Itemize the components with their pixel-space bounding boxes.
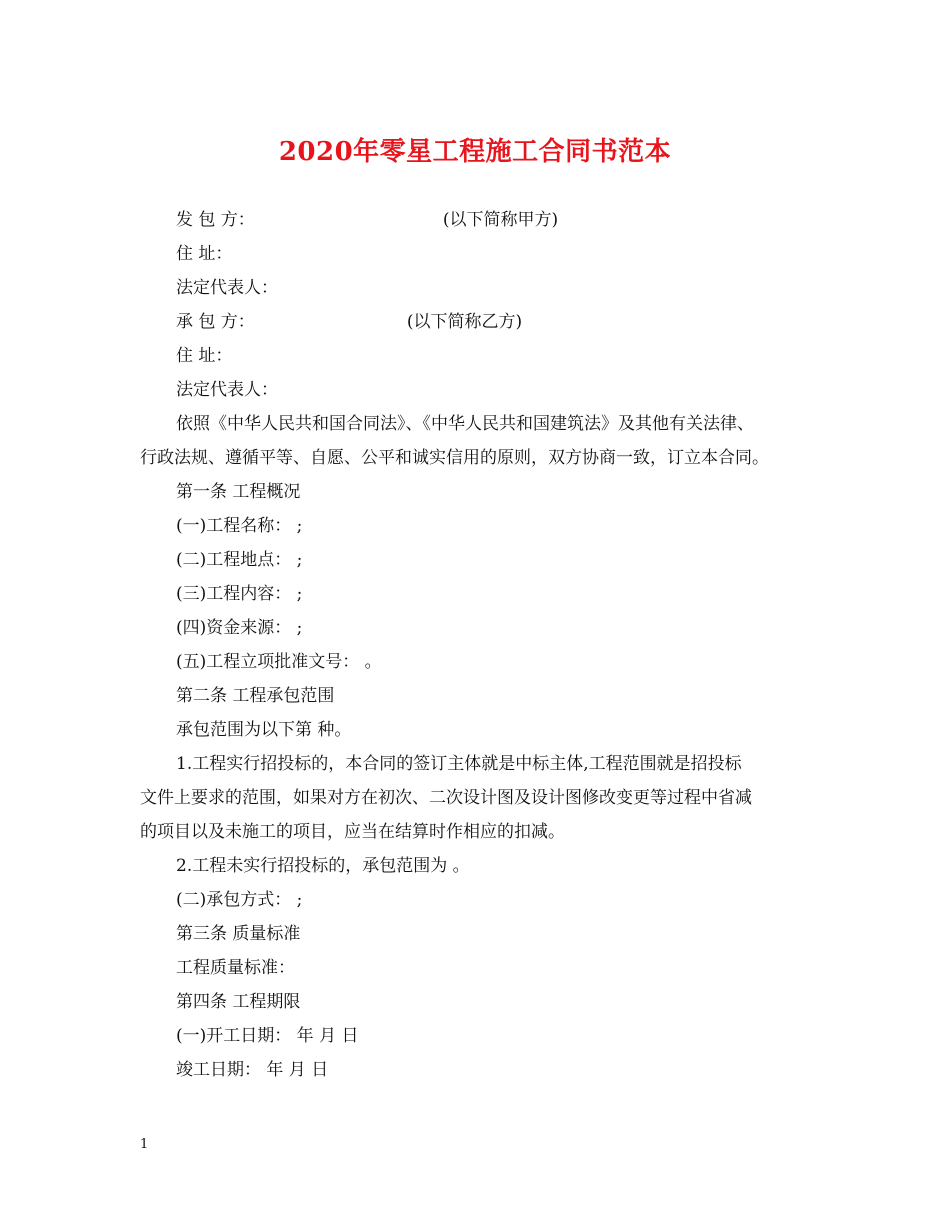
document-title: 2020年零星工程施工合同书范本 (278, 137, 672, 167)
article-1-item: (一)工程名称： ; (176, 516, 303, 536)
preamble-line-2: 行政法规、遵循平等、自愿、公平和诚实信用的原则，双方协商一致，订立本合同。 (140, 448, 769, 468)
article-3-heading: 第三条 质量标准 (176, 924, 301, 944)
contract-method: (二)承包方式： ; (176, 890, 303, 910)
party-a-label: 发 包 方： (176, 210, 255, 230)
article-1-item: (二)工程地点： ; (176, 550, 303, 570)
quality-standard: 工程质量标准： (176, 958, 295, 978)
start-date: (一)开工日期： 年 月 日 (176, 1026, 359, 1046)
address-b: 住 址： (176, 346, 233, 366)
article-2-heading: 第二条 工程承包范围 (176, 686, 335, 706)
party-b-note: (以下简称乙方) (406, 312, 523, 332)
legal-rep-b: 法定代表人： (176, 380, 278, 400)
party-a-line (176, 209, 558, 231)
clause-1-line-2: 文件上要求的范围，如果对方在初次、二次设计图及设计图修改变更等过程中省减 (140, 788, 752, 808)
legal-rep-a: 法定代表人： (176, 278, 278, 298)
article-1-item: (四)资金来源： ; (176, 618, 303, 638)
scope-text: 承包范围为以下第 种。 (176, 720, 352, 740)
address-a: 住 址： (176, 244, 233, 264)
preamble-line-1: 依照《中华人民共和国合同法》、《中华人民共和国建筑法》及其他有关法律、 (176, 414, 754, 434)
clause-2: 2.工程未实行招投标的，承包范围为 。 (176, 856, 470, 876)
article-1-item: (三)工程内容： ; (176, 584, 303, 604)
page-number: 1 (140, 1137, 149, 1152)
party-a-note: (以下简称甲方) (442, 210, 559, 230)
party-b-line (176, 311, 522, 333)
completion-date: 竣工日期： 年 月 日 (176, 1060, 329, 1080)
article-1-item: (五)工程立项批准文号： 。 (176, 652, 382, 672)
clause-1-line-3: 的项目以及未施工的项目，应当在结算时作相应的扣减。 (140, 822, 565, 842)
article-4-heading: 第四条 工程期限 (176, 992, 301, 1012)
party-b-label: 承 包 方： (176, 312, 255, 332)
clause-1-line-1: 1.工程实行招投标的，本合同的签订主体就是中标主体,工程范围就是招投标 (176, 754, 742, 774)
article-1-heading: 第一条 工程概况 (176, 482, 301, 502)
